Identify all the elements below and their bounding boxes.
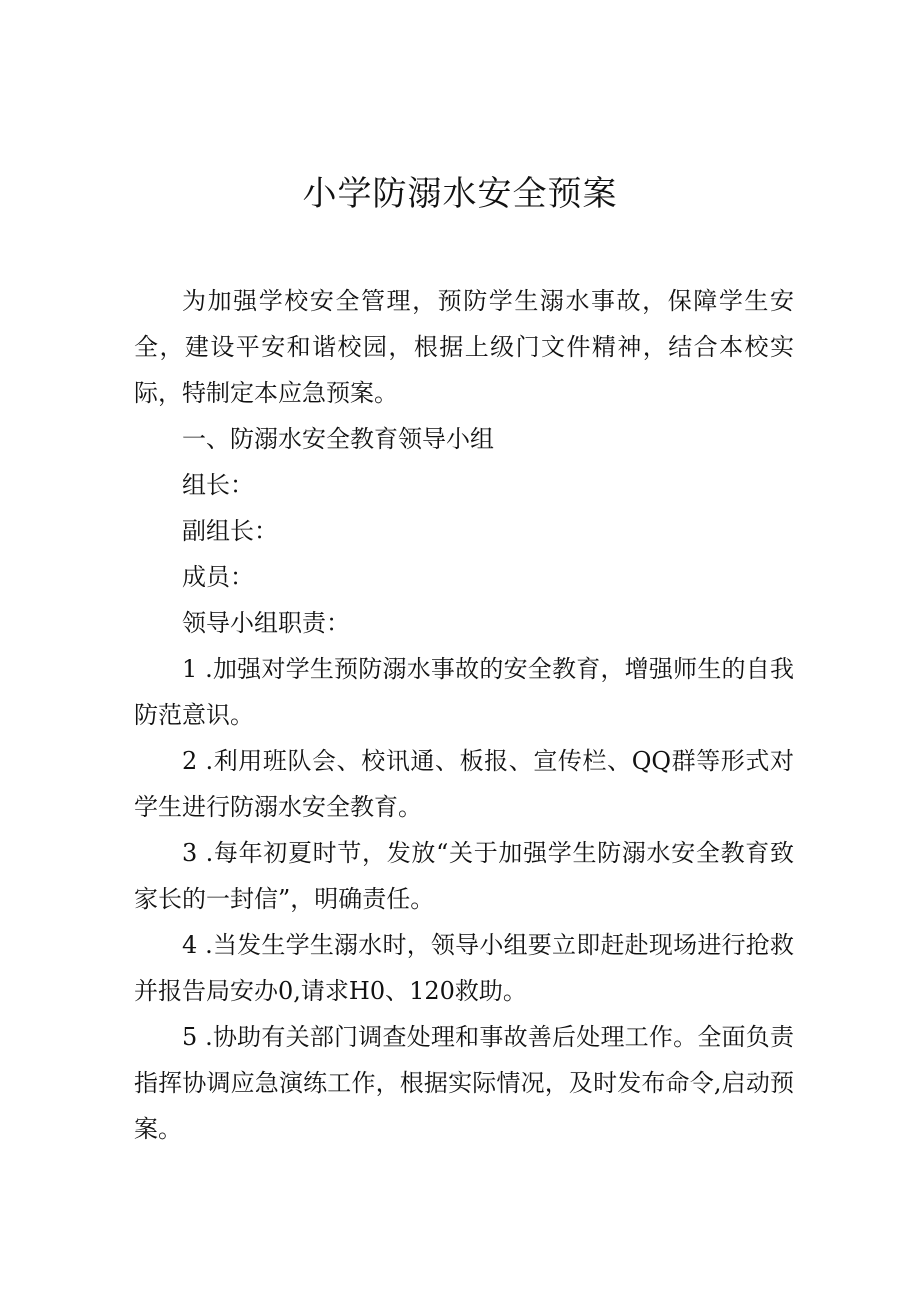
duties-label: 领导小组职责： <box>182 609 350 637</box>
duty-item-4: 4 .当发生学生溺水时，领导小组要立即赶赴现场进行抢救并报告局安办0,请求H0、120救助。 <box>134 931 794 1005</box>
document-body <box>134 278 794 1152</box>
deputy-leader-line: 副组长： <box>182 517 278 545</box>
document-title: 小学防溺水安全预案 <box>302 174 618 214</box>
duty-item-3: 3 .每年初夏时节，发放“关于加强学生防溺水安全教育致家长的一封信”，明确责任。 <box>134 839 794 913</box>
intro-paragraph: 为加强学校安全管理，预防学生溺水事故，保障学生安全，建设平安和谐校园，根据上级门文件精神，结合本校实际，特制定本应急预案。 <box>134 287 794 407</box>
duty-item-1: 1 .加强对学生预防溺水事故的安全教育，增强师生的自我防范意识。 <box>134 655 794 729</box>
members-line: 成员： <box>182 563 254 591</box>
duty-item-2: 2 .利用班队会、校讯通、板报、宣传栏、QQ群等形式对学生进行防溺水安全教育。 <box>134 747 794 821</box>
section-heading: 一、防溺水安全教育领导小组 <box>182 425 494 453</box>
leader-line: 组长： <box>182 471 254 499</box>
duty-item-5: 5 .协助有关部门调查处理和事故善后处理工作。全面负责指挥协调应急演练工作，根据实际情况，及时发布命令,启动预案。 <box>134 1023 794 1143</box>
